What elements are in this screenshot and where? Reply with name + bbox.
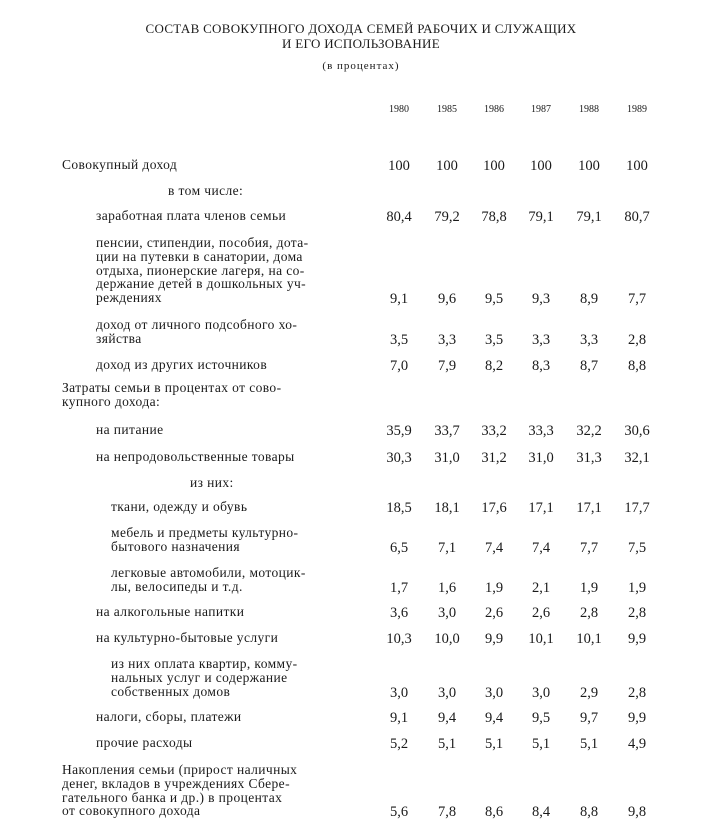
row-label [62,158,177,172]
cell-value-1985: 9,6 [437,291,457,308]
cell-value-1985: 100 [436,158,458,174]
cell-value-1988: 2,8 [579,605,599,621]
cell-value-1987: 33,3 [528,423,554,439]
cell-value-1980: 100 [388,158,410,174]
row-label [111,500,247,514]
row-label-line: реждениях [96,290,162,306]
cell-value-1987: 7,4 [531,539,551,556]
cell-value-1989: 30,6 [624,423,650,439]
cell-value-1980: 7,0 [389,358,409,374]
row-label-line: собственных домов [111,683,231,699]
cell-value-1980: 9,1 [389,710,409,726]
cell-value-1986: 3,5 [484,331,504,348]
cell-value-1988: 10,1 [576,631,602,647]
row-label-line: на алкогольные напитки [96,604,245,619]
cell-value-1988: 2,9 [579,684,599,701]
cell-value-1980: 9,1 [389,291,409,308]
year-header-1986: 1986 [484,104,504,115]
cell-value-1986: 78,8 [481,209,507,225]
cell-value-1986: 7,4 [484,539,504,556]
row-label [96,358,267,372]
cell-value-1980: 18,5 [386,500,412,516]
row-label [190,476,234,490]
row-label-line: в том числе: [168,183,244,198]
row-label-line: гательного банка и др.) в процентах [62,789,283,805]
cell-value-1987: 8,4 [531,804,551,821]
row-label [96,236,309,305]
row-label-line: отдыха, пионерские лагеря, на со- [96,262,305,278]
row-label-line: заработная плата членов семьи [96,208,287,223]
cell-value-1985: 79,2 [434,209,460,225]
cell-value-1989: 9,8 [627,804,647,821]
row-label-line: на непродовольственные товары [96,449,295,464]
cell-value-1987: 17,1 [528,500,554,516]
cell-value-1987: 10,1 [528,631,554,647]
row-label [96,318,297,346]
cell-value-1987: 2,6 [531,605,551,621]
cell-value-1989: 80,7 [624,209,650,225]
row-label [111,526,298,554]
cell-value-1989: 4,9 [627,736,647,752]
cell-value-1987: 79,1 [528,209,554,225]
cell-value-1986: 8,6 [484,804,504,821]
cell-value-1988: 1,9 [579,579,599,596]
cell-value-1985: 1,6 [437,579,457,596]
cell-value-1986: 17,6 [481,500,507,516]
cell-value-1988: 7,7 [579,539,599,556]
cell-value-1980: 3,5 [389,331,409,348]
cell-value-1987: 9,5 [531,710,551,726]
cell-value-1986: 1,9 [484,579,504,596]
cell-value-1986: 3,0 [484,684,504,701]
year-header-1989: 1989 [627,104,647,115]
cell-value-1988: 32,2 [576,423,602,439]
row-label [96,631,278,645]
cell-value-1985: 3,0 [437,684,457,701]
cell-value-1988: 5,1 [579,736,599,752]
cell-value-1980: 6,5 [389,539,409,556]
row-label [96,450,295,464]
cell-value-1980: 35,9 [386,423,412,439]
cell-value-1989: 17,7 [624,500,650,516]
cell-value-1988: 17,1 [576,500,602,516]
row-label-line: держание детей в дошкольных уч- [96,276,307,292]
cell-value-1980: 5,6 [389,804,409,821]
cell-value-1988: 31,3 [576,450,602,466]
year-header-1987: 1987 [531,104,551,115]
row-label-line: бытового назначения [111,538,241,554]
row-label [62,763,297,818]
cell-value-1989: 32,1 [624,450,650,466]
row-label-line: легковые автомобили, мотоцик- [111,565,306,580]
row-label-line: лы, велосипеды и т.д. [111,578,243,594]
table-title-line-1: СОСТАВ СОВОКУПНОГО ДОХОДА СЕМЕЙ РАБОЧИХ И СЛУЖАЩИХ [145,21,577,36]
cell-value-1980: 3,0 [389,684,409,701]
cell-value-1986: 33,2 [481,423,507,439]
cell-value-1988: 3,3 [579,331,599,348]
row-label [62,381,281,409]
cell-value-1988: 9,7 [579,710,599,726]
row-label-line: доход из других источников [96,357,268,372]
row-label-line: Затраты семьи в процентах от сово- [62,380,282,395]
cell-value-1986: 2,6 [484,605,504,621]
cell-value-1985: 9,4 [437,710,457,726]
row-label-line: мебель и предметы культурно- [111,525,299,540]
row-label [96,423,164,437]
cell-value-1985: 18,1 [434,500,460,516]
row-label [111,657,298,698]
row-label [96,605,244,619]
row-label-line: из них оплата квартир, комму- [111,656,298,671]
cell-value-1987: 9,3 [531,291,551,308]
cell-value-1987: 100 [530,158,552,174]
cell-value-1980: 1,7 [389,579,409,596]
cell-value-1985: 3,3 [437,331,457,348]
cell-value-1989: 7,7 [627,291,647,308]
row-label [96,209,286,223]
cell-value-1989: 100 [626,158,648,174]
table-subtitle: (в процентах) [322,60,400,72]
cell-value-1985: 10,0 [434,631,460,647]
row-label-line: денег, вкладов в учреждениях Сбере- [62,775,290,791]
row-label-line: на культурно-бытовые услуги [96,630,279,645]
row-label-line: зяйства [96,330,142,346]
cell-value-1988: 8,8 [579,804,599,821]
cell-value-1989: 9,9 [627,710,647,726]
cell-value-1985: 7,8 [437,804,457,821]
cell-value-1985: 7,9 [437,358,457,374]
cell-value-1989: 8,8 [627,358,647,374]
cell-value-1986: 100 [483,158,505,174]
cell-value-1987: 5,1 [531,736,551,752]
cell-value-1986: 9,9 [484,631,504,647]
row-label [96,736,192,750]
cell-value-1987: 2,1 [531,579,551,596]
cell-value-1988: 100 [578,158,600,174]
cell-value-1980: 30,3 [386,450,412,466]
cell-value-1988: 79,1 [576,209,602,225]
year-header-1980: 1980 [389,104,409,115]
cell-value-1987: 3,3 [531,331,551,348]
row-label-line: купного дохода: [62,393,161,409]
cell-value-1989: 7,5 [627,539,647,556]
cell-value-1985: 31,0 [434,450,460,466]
row-label-line: доход от личного подсобного хо- [96,317,298,332]
cell-value-1989: 2,8 [627,331,647,348]
row-label-line: от совокупного дохода [62,803,201,819]
row-label [96,710,242,724]
row-label-line: Накопления семьи (прирост наличных [62,762,298,777]
cell-value-1980: 3,6 [389,605,409,621]
row-label-line: налоги, сборы, платежи [96,709,242,724]
cell-value-1987: 8,3 [531,358,551,374]
cell-value-1980: 5,2 [389,736,409,752]
cell-value-1987: 31,0 [528,450,554,466]
row-label-line: из них: [190,475,234,490]
row-label-line: на питание [96,422,164,437]
cell-value-1985: 3,0 [437,605,457,621]
cell-value-1989: 2,8 [627,684,647,701]
cell-value-1985: 7,1 [437,539,457,556]
cell-value-1989: 2,8 [627,605,647,621]
row-label-line: прочие расходы [96,735,193,750]
cell-value-1986: 5,1 [484,736,504,752]
cell-value-1989: 1,9 [627,579,647,596]
cell-value-1989: 9,9 [627,631,647,647]
cell-value-1986: 9,5 [484,291,504,308]
cell-value-1980: 80,4 [386,209,412,225]
cell-value-1985: 33,7 [434,423,460,439]
table-title-line-2: И ЕГО ИСПОЛЬЗОВАНИЕ [282,36,440,51]
row-label [111,566,306,594]
cell-value-1986: 9,4 [484,710,504,726]
year-header-1985: 1985 [437,104,457,115]
cell-value-1986: 31,2 [481,450,507,466]
cell-value-1986: 8,2 [484,358,504,374]
cell-value-1985: 5,1 [437,736,457,752]
cell-value-1988: 8,9 [579,291,599,308]
row-label-line: нальных услуг и содержание [111,669,288,685]
cell-value-1988: 8,7 [579,358,599,374]
row-label [168,184,243,198]
row-label-line: ткани, одежду и обувь [111,499,248,514]
row-label-line: ции на путевки в санатории, дома [96,248,303,264]
year-header-1988: 1988 [579,104,599,115]
row-label-line: Совокупный доход [62,157,178,172]
row-label-line: пенсии, стипендии, пособия, дота- [96,235,309,250]
cell-value-1987: 3,0 [531,684,551,701]
cell-value-1980: 10,3 [386,631,412,647]
